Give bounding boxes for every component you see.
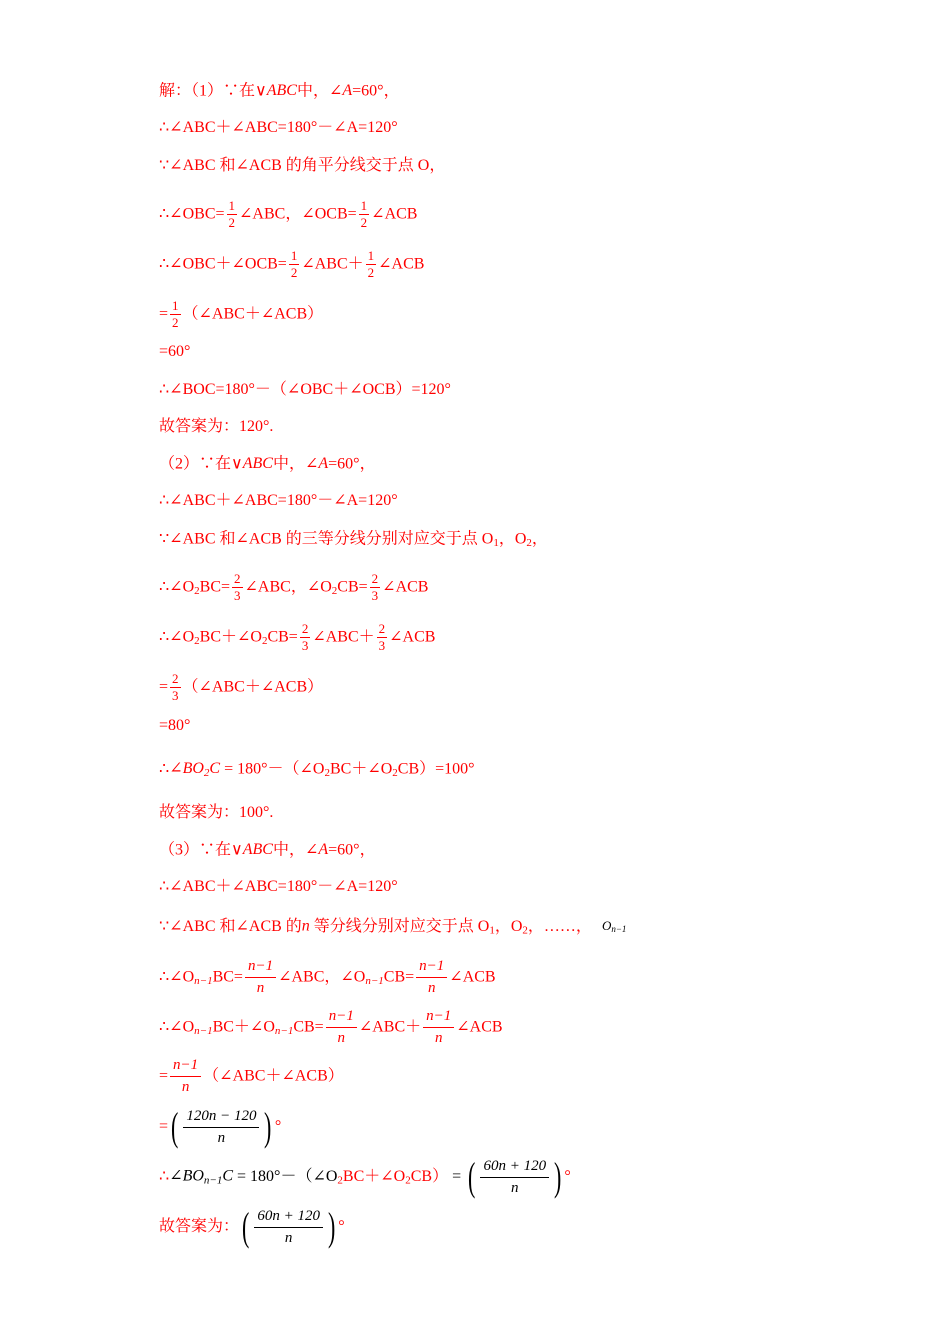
- fraction: [254, 1208, 323, 1247]
- denominator: n: [434, 1030, 443, 1046]
- text: 中，∠: [296, 82, 343, 100]
- numerator: n−1: [326, 1008, 357, 1028]
- p2-line-7: =80°: [159, 717, 191, 734]
- text: CB=: [383, 968, 415, 986]
- subscript: 2: [337, 1174, 343, 1187]
- denominator: n: [337, 1030, 346, 1046]
- text: ∴∠O: [159, 628, 195, 646]
- text: = 180°－（∠O: [220, 760, 325, 778]
- p2-line-3: [159, 529, 548, 553]
- denominator: n: [181, 1079, 190, 1095]
- text: （2）∵在: [159, 455, 232, 473]
- math-angle: ∠BO: [169, 760, 204, 777]
- text: ，O: [498, 530, 527, 548]
- text: （∠ABC＋∠ACB）: [182, 678, 324, 696]
- p2-line-6: [159, 672, 323, 703]
- text: ∠ACB: [389, 628, 436, 646]
- denominator: 3: [378, 638, 386, 653]
- text: °: [338, 1218, 345, 1235]
- text: CB=: [293, 1018, 324, 1036]
- text: ，: [531, 530, 548, 548]
- text: CB=: [267, 628, 298, 646]
- fraction: [227, 199, 238, 230]
- subscript: n−1: [194, 1025, 213, 1038]
- p1-line-3: ∵∠ABC 和∠ACB 的角平分线交于点 O，: [159, 157, 446, 174]
- denominator: n: [284, 1229, 293, 1246]
- text: =60°，: [328, 455, 376, 473]
- text: BC＋∠O: [329, 760, 393, 778]
- text: BC＋∠O: [199, 628, 262, 646]
- denominator: 3: [172, 688, 179, 703]
- triangle-name: ABC: [242, 841, 273, 858]
- subscript: 2: [522, 924, 528, 937]
- subscript: 1: [493, 537, 499, 549]
- p3-line-4: [159, 958, 496, 997]
- text: 解：（1）∵在: [159, 82, 256, 100]
- parenthesized-fraction: [168, 1104, 275, 1149]
- denominator: n: [256, 980, 265, 996]
- fraction: [359, 199, 370, 230]
- denominator: 3: [234, 588, 241, 603]
- text: CB）=100°: [397, 760, 475, 778]
- subscript: 2: [331, 585, 338, 598]
- fraction: [300, 622, 311, 653]
- text: =: [159, 1118, 169, 1135]
- subscript: 2: [324, 767, 330, 779]
- text: （∠ABC＋∠ACB）: [203, 1067, 344, 1085]
- subscript: 2: [194, 585, 200, 598]
- subscript: 2: [203, 767, 210, 779]
- math-angle: C: [222, 1167, 234, 1185]
- triangle-symbol: ∨: [231, 455, 243, 473]
- text: =: [448, 1168, 466, 1185]
- left-paren: (: [171, 1104, 179, 1149]
- p3-line-2: ∴∠ABC＋∠ABC=180°－∠A=120°: [159, 878, 398, 895]
- text: ∠ACB: [382, 578, 429, 596]
- denominator: 2: [228, 215, 236, 230]
- text: =: [159, 1067, 169, 1085]
- text: （∠ABC＋∠ACB）: [182, 305, 324, 323]
- variable: n: [301, 917, 310, 935]
- denominator: 3: [301, 638, 309, 653]
- subscript: 1: [489, 924, 495, 937]
- numerator: n−1: [416, 958, 447, 978]
- text: ∠ABC，∠OCB=: [239, 205, 357, 223]
- denominator: 2: [172, 315, 179, 330]
- numerator: n−1: [423, 1008, 454, 1028]
- numerator: 2: [378, 621, 386, 636]
- p3-line-3: [159, 915, 626, 941]
- text: BC＋∠O: [212, 1018, 275, 1036]
- text: ∵∠ABC 和∠ACB 的三等分线分别对应交于点 O: [159, 530, 494, 548]
- p1-line-5: [159, 249, 424, 280]
- fraction: [377, 622, 388, 653]
- p3-line-8: [159, 1154, 571, 1199]
- fraction: [245, 958, 276, 997]
- text: ∴∠OBC=: [159, 205, 225, 223]
- text: ∴∠O: [159, 1018, 195, 1036]
- text: CB）: [410, 1168, 449, 1185]
- left-paren: (: [468, 1154, 476, 1199]
- subscript: 2: [392, 767, 398, 779]
- subscript: n−1: [194, 975, 213, 988]
- text: ∠ACB: [371, 205, 418, 223]
- fraction: [170, 1057, 201, 1096]
- text: ∠ABC，∠O: [244, 578, 332, 596]
- text: ∴∠O: [159, 968, 195, 986]
- text: ∠ABC＋: [358, 1018, 422, 1036]
- right-paren: ): [554, 1154, 562, 1199]
- numerator: n−1: [245, 958, 276, 978]
- text: =: [159, 678, 169, 696]
- numerator: 1: [228, 198, 236, 213]
- denominator: n: [511, 1179, 519, 1196]
- text: ∴∠O: [159, 578, 195, 596]
- numerator: 60n + 120: [254, 1208, 323, 1228]
- p3-line-5: [159, 1008, 503, 1047]
- p1-line-1: [159, 81, 400, 101]
- numerator: 60n + 120: [480, 1158, 549, 1178]
- fraction: [170, 672, 181, 703]
- text: °: [564, 1168, 571, 1185]
- numerator: 1: [290, 248, 298, 263]
- parenthesized-fraction: [465, 1154, 564, 1199]
- text: （3）∵在: [159, 841, 232, 859]
- numerator: 2: [301, 621, 309, 636]
- numerator: 1: [360, 198, 368, 213]
- text: = 180°－（∠O: [233, 1168, 338, 1185]
- triangle-name: ABC: [242, 455, 273, 472]
- triangle-symbol: ∨: [255, 82, 267, 100]
- numerator: 2: [371, 571, 379, 586]
- denominator: 2: [367, 265, 375, 280]
- fraction: [423, 1008, 454, 1047]
- triangle-symbol: ∨: [231, 841, 243, 859]
- subscript: n−1: [365, 975, 384, 988]
- numerator: 120n − 120: [183, 1108, 259, 1128]
- text: =60°，: [328, 841, 376, 859]
- p2-line-8: [159, 759, 475, 783]
- variable: A: [342, 82, 353, 99]
- denominator: 2: [290, 265, 298, 280]
- text: ∵∠ABC 和∠ACB 的: [159, 918, 302, 935]
- triangle-name: ABC: [266, 82, 297, 99]
- p1-line-2: ∴∠ABC＋∠ABC=180°－∠A=120°: [159, 119, 398, 136]
- math-angle: ∠BO: [169, 1167, 204, 1185]
- subscript: 2: [194, 635, 200, 648]
- p1-answer: 故答案为：120°.: [159, 418, 274, 435]
- text: ∠ABC＋: [312, 628, 375, 646]
- p2-line-5: [159, 622, 435, 653]
- fraction: [289, 249, 300, 280]
- subscript: n−1: [274, 1025, 294, 1038]
- text: CB=: [337, 578, 368, 596]
- text: 等分线分别对应交于点 O: [309, 918, 490, 935]
- text: 中，∠: [272, 841, 319, 859]
- subscript: 2: [405, 1174, 411, 1187]
- variable: A: [318, 841, 329, 858]
- p1-line-8: ∴∠BOC=180°－（∠OBC＋∠OCB）=120°: [159, 381, 451, 398]
- p2-line-1: [159, 454, 376, 474]
- numerator: 2: [172, 671, 179, 686]
- text: 中，∠: [272, 455, 319, 473]
- symbol: O: [601, 918, 612, 934]
- left-paren: (: [242, 1204, 250, 1249]
- fraction: [370, 572, 381, 603]
- fraction: [232, 572, 243, 603]
- text: ∴∠OBC＋∠OCB=: [159, 255, 287, 273]
- fraction: [183, 1108, 259, 1147]
- parenthesized-fraction: [239, 1204, 338, 1249]
- text: 故答案为：: [159, 1218, 240, 1235]
- subscript: n−1: [611, 924, 627, 934]
- fraction: [416, 958, 447, 997]
- p3-line-7: [159, 1104, 282, 1149]
- text: =: [159, 305, 169, 323]
- right-paren: ): [327, 1204, 336, 1249]
- text: ∴: [159, 760, 170, 778]
- math-o-symbol: [602, 917, 626, 932]
- p3-line-6: [159, 1057, 344, 1096]
- text: =60°，: [352, 82, 400, 100]
- p3-answer: [159, 1204, 345, 1249]
- fraction: [170, 299, 181, 330]
- denominator: n: [427, 980, 436, 996]
- subscript: 2: [261, 635, 268, 648]
- math-angle: C: [209, 760, 221, 777]
- p3-line-1: [159, 840, 376, 860]
- variable: A: [318, 455, 329, 472]
- text: ，……，: [527, 918, 592, 935]
- text: ∠ACB: [378, 255, 425, 273]
- p2-line-4: [159, 572, 428, 603]
- p1-line-4: [159, 199, 417, 230]
- text: ∴: [159, 1168, 170, 1185]
- subscript: 2: [526, 537, 532, 549]
- numerator: 2: [234, 571, 241, 586]
- p1-line-6: [159, 299, 323, 330]
- text: ∠ABC＋: [301, 255, 364, 273]
- text: BC=: [199, 578, 231, 596]
- text: °: [274, 1118, 282, 1135]
- denominator: n: [217, 1129, 226, 1146]
- p2-line-2: ∴∠ABC＋∠ABC=180°－∠A=120°: [159, 492, 398, 509]
- numerator: 1: [172, 298, 179, 313]
- text: ∠ABC，∠O: [278, 968, 366, 986]
- fraction: [480, 1158, 549, 1197]
- p2-answer: 故答案为：100°.: [159, 804, 274, 821]
- right-paren: ): [264, 1104, 272, 1149]
- text: ∠ACB: [456, 1018, 503, 1036]
- text: BC＋∠O: [342, 1168, 406, 1185]
- denominator: 2: [360, 215, 368, 230]
- text: ，O: [494, 918, 523, 935]
- numerator: n−1: [170, 1057, 201, 1077]
- fraction: [326, 1008, 357, 1047]
- fraction: [366, 249, 377, 280]
- p1-line-7: =60°: [159, 343, 191, 360]
- numerator: 1: [367, 248, 375, 263]
- text: ∠ACB: [449, 968, 496, 986]
- denominator: 3: [371, 588, 379, 603]
- subscript: n−1: [203, 1174, 223, 1187]
- text: BC=: [212, 968, 243, 986]
